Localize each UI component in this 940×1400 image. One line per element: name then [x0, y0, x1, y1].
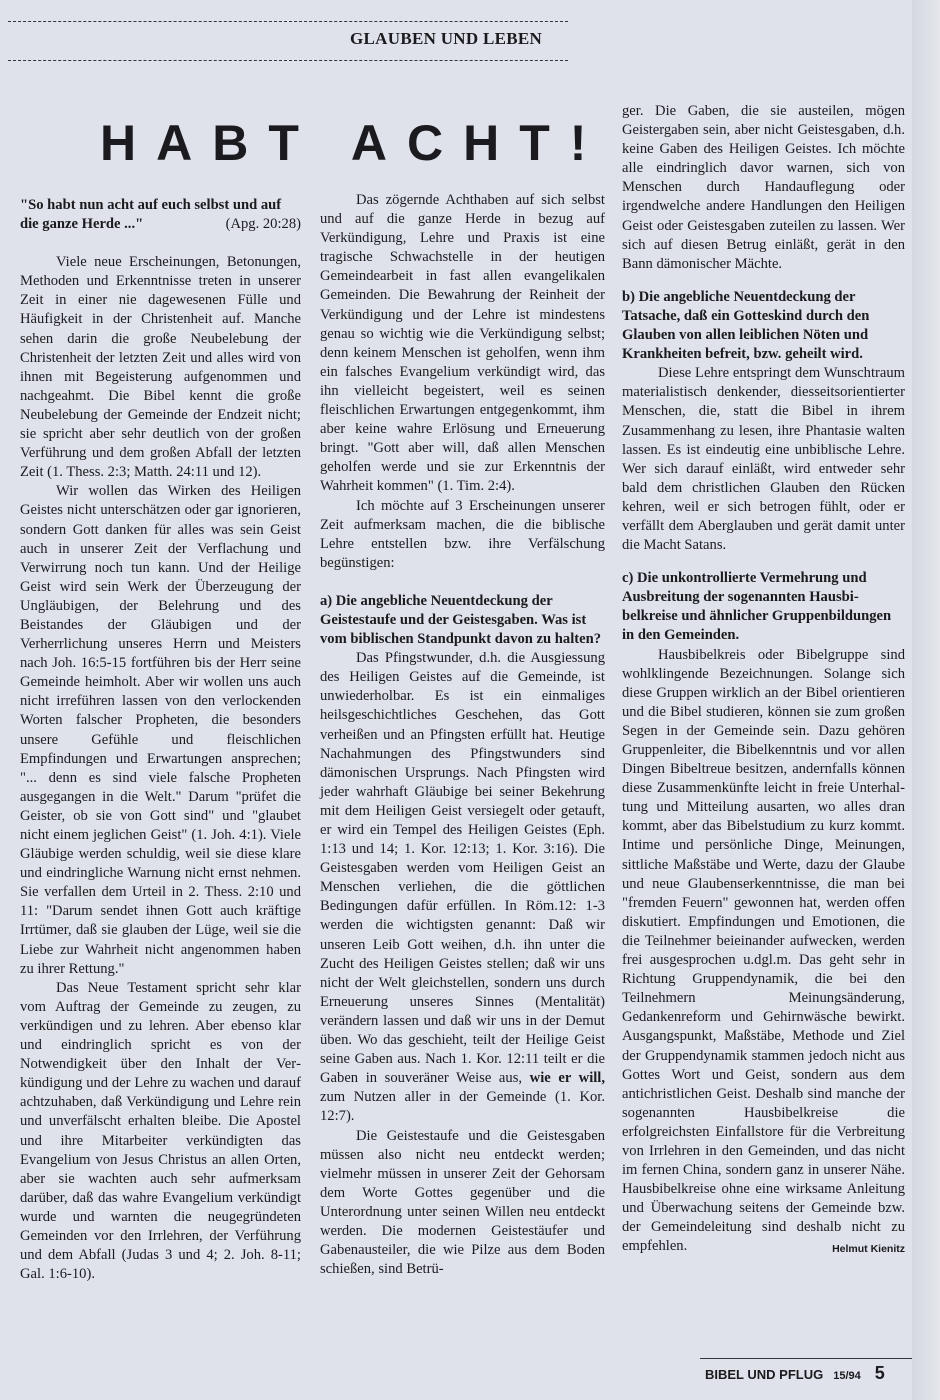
column-3: [622, 102, 905, 1260]
magazine-name: BIBEL UND PFLUG: [705, 1367, 824, 1382]
footer-rule: [700, 1358, 915, 1359]
article-title: HABT ACHT!: [100, 115, 607, 171]
paragraph: Das zögernde Achthaben auf sich selbst und auf die ganze Herde in bezug auf Verkündigung, Lehre und Praxis ist eine tragische Schwachstelle in der heutigen Gemeindearbeit in fast allen evangelikalen Gemeinden. Die Bewahrung der Reinheit der Verkündigung und der Lehre ist mindestens genau so wichtig wie die Verkündigung selbst; denn keinem Menschen ist geholfen, wenn ihm ein falsches Evangelium verkündigt wird, das ihn vielleicht begeistert, weil es seinen fleischlichen Erwartungen entgegenkommt, ihm aber keine wahre Erlösung und Erneuerung bringt. "Gott aber will, daß allen Menschen geholfen werde und sie zur Erkenntnis der Wahrheit kommen" (1. Tim. 2:4).: [320, 192, 605, 495]
emphasis: wie er will,: [529, 1070, 606, 1087]
paragraph: Das Neue Testament spricht sehr klar vom Auftrag der Gemeinde zu zeugen, zu verkündigen und zu lehren. Aber ebenso klar und eindringlich spricht es von der Notwendigkeit über den Inhalt der Verkündigung und der Lehre zu wachen und darauf achtzuhaben, daß Verkündigung und Lehre rein und unverfälscht erhalten bleibe. Die Apostel und ihre Mitarbeiter verkündigten das Evangelium von Jesus Christus an allen Orten, aber sie wachten auch sehr aufmerksam darüber, daß das wahre Evangelium verkündigt wurde und warnten die neugegründeten Gemeinden vor den Irrlehren, der Verführung und dem Abfall (Judas 3 und 4; 2. Joh. 8-11; Gal. 1:6-10).: [20, 979, 301, 1283]
paragraph: ger. Die Gaben, die sie austeilen, mögen Geistergaben sein, aber nicht Geistesgaben, d.h. keine Gaben des Heiligen Geistes. Ich möchte alle eindringlich davor warnen, sich von Menschen durch Handauflegung oder irgendwelche andere Handlungen den Heiligen Geist oder Geistesgaben zuteilen zu lassen. Wer sich auf diesen Betrug einläßt, gerät in den Bann dämonischer Mächte.: [622, 103, 905, 272]
paragraph: Diese Lehre entspringt dem Wunschtraum materialistisch denkender, diesseitsorientierter Menschen, die, statt die Bibel in ihrem Zusammenhang zu lesen, ihre Phantasie walten lassen. Es ist eindeutig eine unbiblische Lehre. Wer sich darauf einläßt, wird entweder sehr bald dem christlichen Glauben den Rücken kehren, weil er sich betrogen fühlt, oder er verfällt dem Aberglauben und gerät damit unter die Macht Satans.: [622, 365, 905, 554]
subheading-c: c) Die unkontrollierte Vermehrung und Ausbreitung der sogenannten Hausbibelkreise und ähnlicher Gruppenbildungen in den Gemeinden.: [622, 570, 892, 644]
paragraph-text: zum Nutzen aller in der Gemeinde (1. Kor. 12:7).: [320, 1089, 605, 1125]
paragraph: Viele neue Erscheinungen, Betonungen, Methoden und Erkenntnisse treten in unserer Zeit in einer nie dagewesenen Fülle und Häufigkeit in der Christenheit auf. Manche sehen darin die große Neubelebung der Christenheit der letzten Zeit und alles wird von ihnen mit Begeisterung aufgenommen und nachgeahmt. Die Bibel kennt die große Neubelebung der Gemeinde der Endzeit nicht; sie spricht aber sehr deutlich von der großen Verführung und dem großen Abfall der letzten Zeit (1. Thess. 2:3; Matth. 24:11 und 12).: [20, 254, 301, 481]
page-edge: [912, 0, 940, 1400]
spacer: [320, 573, 605, 592]
motto-quote: "So habt nun acht auf euch selbst und auf die ganze Herde ...": [20, 197, 282, 233]
section-title: GLAUBEN UND LEBEN: [350, 29, 543, 48]
author-signature: Helmut Kienitz: [832, 1243, 905, 1256]
paragraph: [622, 646, 905, 1257]
paragraph: Wir wollen das Wirken des Heiligen Geistes nicht unterschätzen oder gar ignorieren, sondern Gott danken für alles was sein Geist auch in unserer Zeit der Verflachung und Verwirrung noch tun kann. Und der Heilige Geist wird sein Werk der Überzeugung der Ungläubigen, der Belehrung und des Beistandes der Gläubigen und der Verherrlichung unseres Herrn und Meisters nach Joh. 16:5-15 fortführen bis der Herr seine Gemeinde heimholt. Aber wir wollen uns auch nicht irreführen lassen von den verlockenden Worten falscher Propheten, die besonders unsere Gefühle und fleischlichen Empfindungen und Erwartungen ansprechen; "... denn es sind viele falsche Propheten ausgegangen in die Welt." Darum "prüfet die Geister, ob sie von Gott sind" und "glaubet nicht einem jeglichen Geist" (1. Joh. 4:1). Viele Gläubige werden schuldig, weil sie diese klare und eindringliche Warnung nicht ernst nehmen. Sie verfallen dem Urteil in 2. Thess. 2:10 und 11: "Darum sendet ihnen Gott auch kräftige Irrtümer, daß sie glauben der Lüge, weil sie die Liebe zur Wahrheit nicht angenommen haben zu ihrer Rettung.": [20, 483, 301, 977]
subheading-b: b) Die angebliche Neuentdeckung der Tatsache, daß ein Gotteskind durch den Glauben von allen leiblichen Nöten und Krankheiten befreit, bzw. geheilt wird.: [622, 288, 870, 363]
paragraph: Ich möchte auf 3 Erscheinungen unserer Zeit aufmerksam machen, die die biblische Lehre entstellen bzw. ihre Verfälschung begünstigen:: [320, 497, 605, 571]
footer: [705, 1363, 920, 1384]
paragraph: Die Geistestaufe und die Geistesgaben müssen also nicht neu entdeckt werden; vielmehr müssen in unserer Zeit der Gehorsam dem Worte Gottes gegenüber und die Unterordnung unter seinen Willen neu entdeckt werden. Die modernen Geistestäufer und Gabenausteiler, die wie Pilze aus dem Boden schießen, sind Betrü-: [320, 1127, 605, 1278]
header-rule-bottom: [8, 60, 568, 61]
page-number: 5: [874, 1363, 885, 1383]
header-rule-top: [8, 21, 568, 22]
spacer: [20, 234, 301, 253]
issue-number: 15/94: [833, 1370, 861, 1382]
paragraph: [320, 649, 605, 1126]
motto-reference: (Apg. 20:28): [225, 216, 301, 233]
paragraph-text: Hausbibelkreis oder Bibelgruppe sind wohlklingende Bezeichnungen. Solange sich diese Gruppen wirklich an der Bibel orientieren und die Bibel studieren, können sie zum großen Segen in der Gemeinde sein. Dazu gehören Gruppenleiter, die Bibelkenntnis und vor allen Dingen Bibeltreue besitzen, andernfalls können diese Zusammenkünfte leicht in freie Unterhaltung und Mitteilung ausarten, wo alles dran kommt, aber das Bibelstudium zu kurz kommt. Intime und persönliche Dinge, Meinungen, sittliche Maßstäbe und Werte, dazu der Glaube und neue Glaubenserkenntnisse, die man bei "fremden Feuern" gewonnen hat, werden offen diskutiert. Empfindungen und Emotionen, die die Teilnehmer beieinander aufwecken, werden frei ausgesprochen u.dgl.m. Das geht sehr in Richtung Gruppendynamik, die bei den Teilnehmern Meinungsänderung, Gedankenreform und Gehirnwäsche bewirkt. Ausgangspunkt, Maßstäbe, Methode und Ziel der Gruppendynamik stammen jedoch nicht aus Gottes Wort und Geist, sondern aus dem antichristlichen Geist. Deshalb sind manche der sogenannten Hausbibelkreise die erfolgreichsten Einfallstore für die Verbreitung von Irrlehren in den Gemeinden, und das nicht im fernen China, sondern ganz in unserer Nähe. Hausbibelkreise ohne eine wirksame Anleitung und Überwachung seitens der Gemeinde bzw. der Gemeindeleitung sind deshalb nicht zu empfehlen.: [622, 646, 905, 1255]
motto: [20, 196, 301, 234]
paragraph-text: Das Pfingstwunder, d.h. die Ausgiessung des Heiligen Geistes auf die Gemeinde, ist unwiederholbar. Es ist ein einmaliges heilsgeschichtliches Geschehen, das Gott verheißen und an Pfingsten erfüllt hat. Heutige Nachahmungen des Pfingstwunders sind dämonischen Ursprungs. Nach Pfingsten wird jeder wahrhaft Gläubige bei seiner Bekehrung mit dem Heiligen Geist versiegelt oder getauft, er wird ein Tempel des Heiligen Geistes (Eph. 1:13 und 14; 1. Kor. 12:13; 1. Kor. 3:16). Die Geistesgaben werden vom Heiligen Geist an Menschen verliehen, die die göttlichen Bedingungen dafür erfüllen. In Röm.12: 1-3 werden die wichtigsten genannt: Daß wir unseren Leib Gott weihen, d.h. ihn unter die Zucht des Heiligen Geistes stellen; daß wir uns nicht der Welt gleichstellen, sondern uns durch Erneuerung unseres Sinnes (Mentalität) verändern lassen und daß wir uns in der Demut üben. Wo das geschieht, teilt der Heilige Geist seine Gaben aus. Nach 1. Kor. 12:11 teilt er die Gaben in souveräner Weise aus,: [320, 650, 605, 1087]
column-1: [20, 196, 301, 1284]
column-2: [320, 191, 605, 1279]
spacer: [622, 274, 905, 288]
spacer: [622, 555, 905, 569]
subheading-a: a) Die angebliche Neuentdeckung der Geistestaufe und der Geistesgaben. Was ist vom biblischen Standpunkt davon zu halten?: [320, 592, 602, 648]
